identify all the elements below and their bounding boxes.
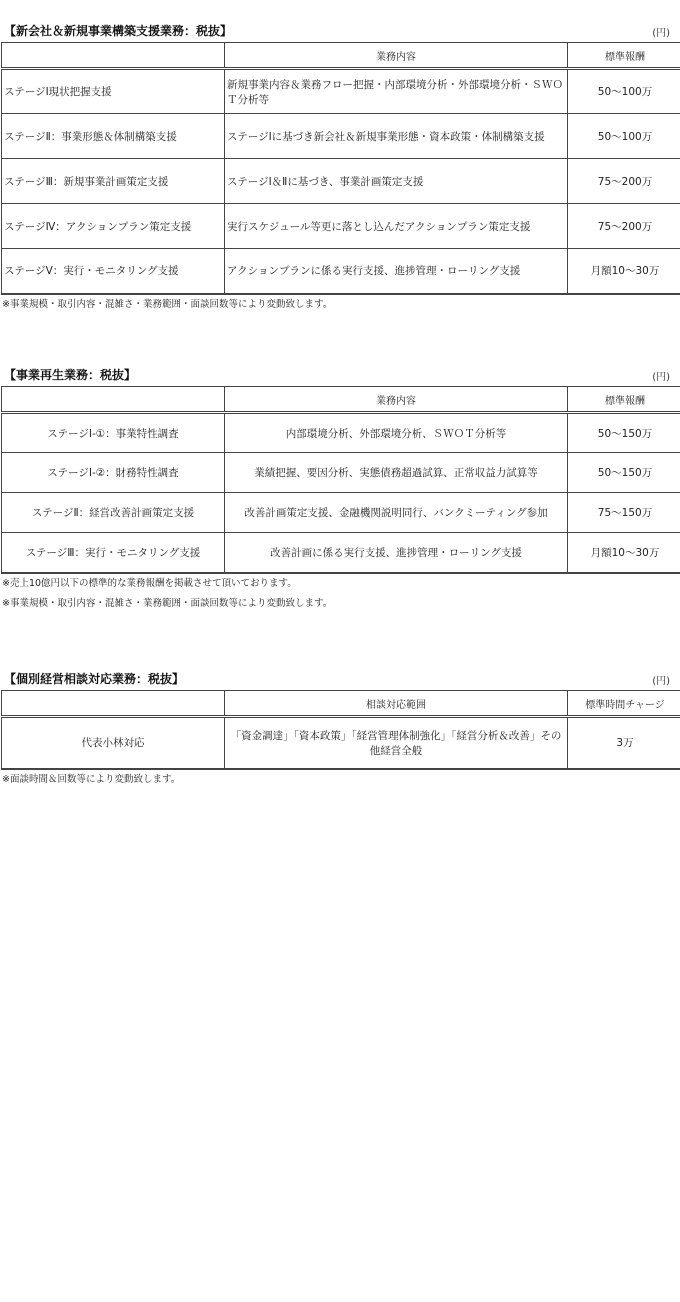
- stage-cell: ステージⅠ-②：財務特性調査: [2, 453, 225, 493]
- header-content: 業務内容: [225, 43, 568, 69]
- table-row: [2, 69, 680, 114]
- stage-cell: ステージⅢ：実行・モニタリング支援: [2, 533, 225, 573]
- fee-cell: 3万: [568, 717, 680, 769]
- stage-cell: ステージⅣ：アクションプラン策定支援: [2, 204, 225, 249]
- section-title: 【事業再生業務：税抜】: [4, 368, 137, 382]
- note-text: ※事業規模・取引内容・混雑さ・業務範囲・面談回数等により変動致します。: [2, 298, 333, 310]
- fee-cell: 月額10～30万: [568, 533, 680, 573]
- note-text: ※売上10億円以下の標準的な業務報酬を掲載させて頂いております。: [2, 577, 297, 589]
- content-cell: ステージⅠ＆Ⅱに基づき、事業計画策定支援: [225, 159, 568, 204]
- table-row: [2, 249, 680, 294]
- unit-label: (円): [652, 372, 670, 383]
- header-fee: 標準報酬: [568, 387, 680, 413]
- note-text: ※事業規模・取引内容・混雑さ・業務範囲・面談回数等により変動致します。: [2, 597, 333, 609]
- stage-cell: ステージⅡ：経営改善計画策定支援: [2, 493, 225, 533]
- table-header-row: [2, 691, 680, 717]
- section-header: [0, 20, 680, 42]
- section-title: 【新会社＆新規事業構築支援業務：税抜】: [4, 24, 233, 38]
- stage-cell: ステージⅠ-①：事業特性調査: [2, 413, 225, 453]
- section-management-consultation: [0, 668, 680, 790]
- section-title: 【個別経営相談対応業務：税抜】: [4, 672, 185, 686]
- stage-cell: ステージⅢ：新規事業計画策定支援: [2, 159, 225, 204]
- header-stage: [2, 387, 225, 413]
- header-fee: 標準報酬: [568, 43, 680, 69]
- table-header-row: [2, 43, 680, 69]
- table-row: [2, 159, 680, 204]
- fee-cell: 月額10～30万: [568, 249, 680, 294]
- table-row: [2, 717, 680, 769]
- header-stage: [2, 43, 225, 69]
- content-cell: 新規事業内容＆業務フロー把握・内部環境分析・外部環境分析・ＳＷＯＴ分析等: [225, 69, 568, 114]
- unit-label: (円): [652, 676, 670, 687]
- table-row: [2, 114, 680, 159]
- content-cell: アクションプランに係る実行支援、進捗管理・ローリング支援: [225, 249, 568, 294]
- table-header-row: [2, 387, 680, 413]
- fee-table: [1, 42, 680, 295]
- content-cell: 改善計画策定支援、金融機関説明同行、バンクミーティング参加: [225, 493, 568, 533]
- section-header: [0, 668, 680, 690]
- content-cell: 業績把握、要因分析、実態債務超過試算、正常収益力試算等: [225, 453, 568, 493]
- stage-cell: ステージⅡ：事業形態＆体制構築支援: [2, 114, 225, 159]
- section-business-revitalization: [0, 364, 680, 614]
- fee-cell: 50～100万: [568, 69, 680, 114]
- fee-cell: 75～200万: [568, 159, 680, 204]
- header-fee: 標準時間チャージ: [568, 691, 680, 717]
- section-header: [0, 364, 680, 386]
- content-cell: 内部環境分析、外部環境分析、ＳＷＯＴ分析等: [225, 413, 568, 453]
- note-text: ※面談時間＆回数等により変動致します。: [2, 773, 181, 785]
- fee-cell: 75～200万: [568, 204, 680, 249]
- content-cell: 改善計画に係る実行支援、進捗管理・ローリング支援: [225, 533, 568, 573]
- table-row: [2, 204, 680, 249]
- unit-label: (円): [652, 28, 670, 39]
- section-new-business: [0, 20, 680, 315]
- fee-cell: 50～150万: [568, 413, 680, 453]
- header-stage: [2, 691, 225, 717]
- table-row: [2, 533, 680, 573]
- fee-table: [1, 386, 680, 574]
- fee-cell: 50～100万: [568, 114, 680, 159]
- content-cell: ステージⅠに基づき新会社＆新規事業形態・資本政策・体制構築支援: [225, 114, 568, 159]
- table-row: [2, 453, 680, 493]
- stage-cell: 代表小林対応: [2, 717, 225, 769]
- fee-cell: 50～150万: [568, 453, 680, 493]
- header-content: 業務内容: [225, 387, 568, 413]
- stage-cell: ステージⅤ：実行・モニタリング支援: [2, 249, 225, 294]
- fee-cell: 75～150万: [568, 493, 680, 533]
- header-content: 相談対応範囲: [225, 691, 568, 717]
- fee-table: [1, 690, 680, 770]
- table-row: [2, 413, 680, 453]
- stage-cell: ステージⅠ現状把握支援: [2, 69, 225, 114]
- content-cell: 実行スケジュール等更に落とし込んだアクションプラン策定支援: [225, 204, 568, 249]
- content-cell: 「資金調達」「資本政策」「経営管理体制強化」「経営分析＆改善」その他経営全般: [225, 717, 568, 769]
- table-row: [2, 493, 680, 533]
